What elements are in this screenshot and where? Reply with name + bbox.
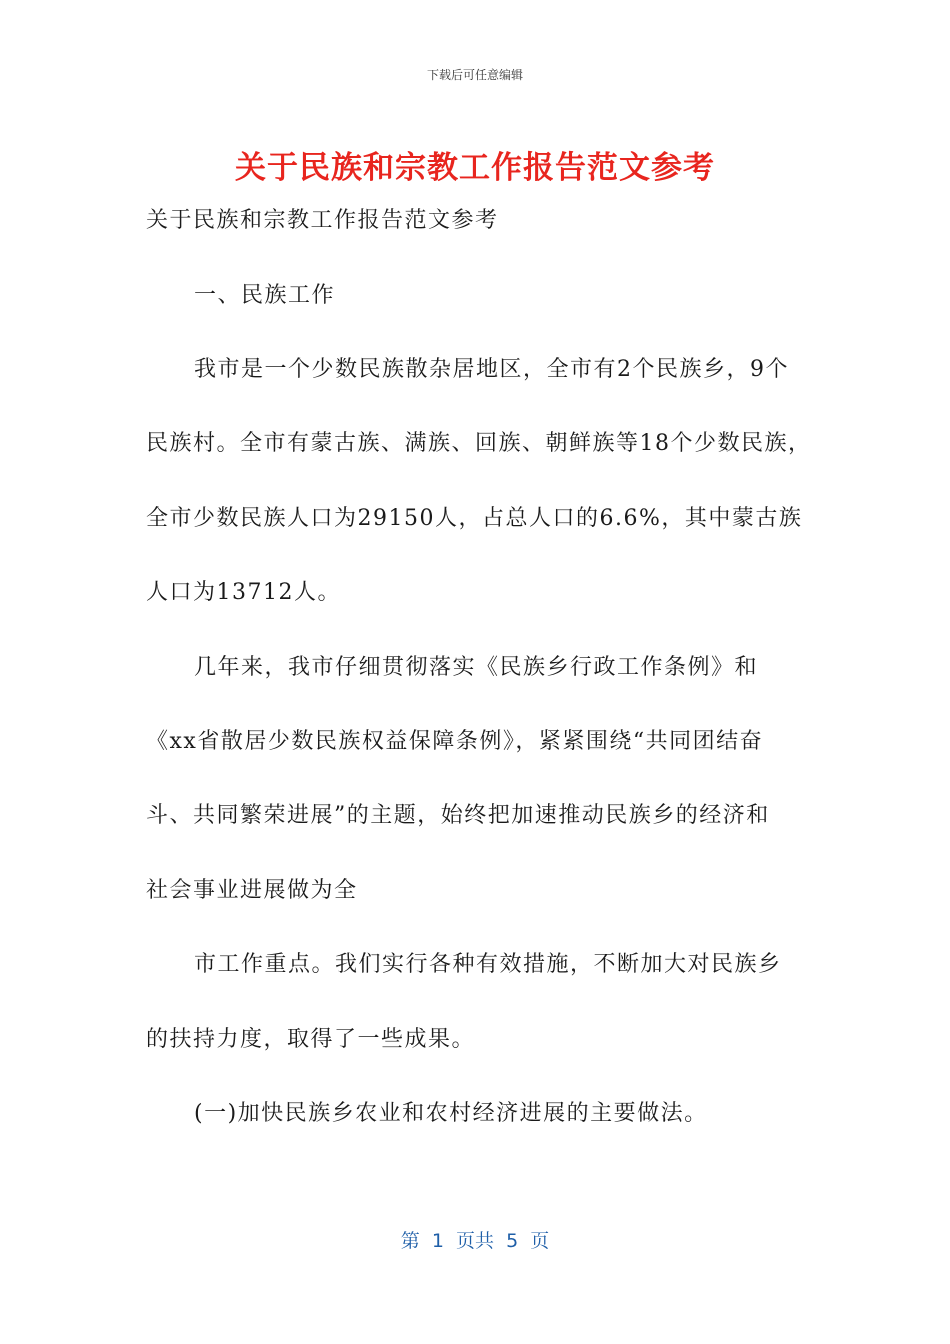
- paragraph-line: 的扶持力度，取得了一些成果。: [146, 1027, 476, 1052]
- paragraph-line: 几年来，我市仔细贯彻落实《民族乡行政工作条例》和: [194, 655, 759, 680]
- paragraph-line: 全市少数民族人口为29150人，占总人口的6.6%，其中蒙古族: [146, 506, 803, 531]
- paragraph-line: 《xx省散居少数民族权益保障条例》，紧紧围绕“共同团结奋: [146, 729, 764, 754]
- header-note: 下载后可任意编辑: [426, 68, 523, 82]
- paragraph-line: 人口为13712人。: [146, 580, 341, 605]
- paragraph-line: 社会事业进展做为全: [146, 878, 358, 903]
- paragraph-line: 我市是一个少数民族散杂居地区，全市有2个民族乡，9个: [194, 357, 789, 382]
- paragraph-line: 民族村。全市有蒙古族、满族、回族、朝鲜族等18个少数民族，: [146, 431, 812, 456]
- page-footer: 第 1 页共 5 页: [400, 1230, 550, 1252]
- subsection-heading: (一)加快民族乡农业和农村经济进展的主要做法。: [194, 1101, 708, 1126]
- subtitle-line: 关于民族和宗教工作报告范文参考: [146, 208, 499, 233]
- paragraph-line: 斗、共同繁荣进展”的主题，始终把加速推动民族乡的经济和: [146, 803, 770, 828]
- document-title: 关于民族和宗教工作报告范文参考: [235, 150, 715, 186]
- paragraph-line: 市工作重点。我们实行各种有效措施，不断加大对民族乡: [194, 952, 782, 977]
- section-heading: 一、民族工作: [194, 283, 336, 308]
